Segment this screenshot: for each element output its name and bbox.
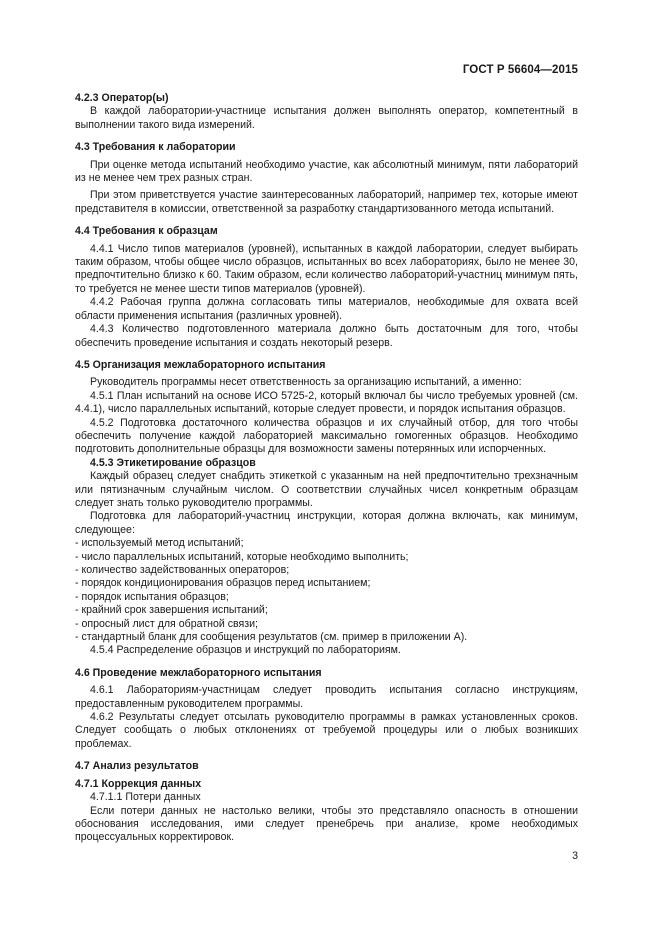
heading-4-5: 4.5 Организация межлабораторного испытания [75,358,326,371]
list-item: - порядок испытания образцов; [75,590,229,603]
document-id-header: ГОСТ Р 56604—2015 [462,64,578,76]
list-item: - крайний срок завершения испытаний; [75,604,268,617]
list-item: - опросный лист для обратной связи; [75,617,258,630]
paragraph: Руководитель программы несет ответственность за организацию испытаний, а именно: [90,376,522,389]
heading-4-7-1: 4.7.1 Коррекция данных [75,777,202,790]
paragraph: Подготовка для лабораторий-участниц инструкции, которая должна включать, как минимум, следующее: [75,510,578,536]
heading-4-6: 4.6 Проведение межлабораторного испытания [75,666,322,679]
instruction-list [75,537,578,644]
paragraph-4-4-1: 4.4.1 Число типов материалов (уровней), испытанных в каждой лаборатории, следует выбирать таким образом, чтобы общее число образцов, испытанных во всех лабораториях, было не менее 30, предпочтительно близко к 60. Таким образом, если количество лабораторий-участниц минимум пять, то требуется не менее шести типов материалов (уровней). [75,242,578,295]
page-content [75,92,578,845]
paragraph: Каждый образец следует снабдить этикеткой с указанным на ней предпочтительно трехзначным или пятизначным случайным числом. О соответствии случайных чисел конкретным образцам следует знать только руководителю программы. [75,470,578,509]
heading-4-2-3: 4.2.3 Оператор(ы) [75,92,169,104]
paragraph-4-6-2: 4.6.2 Результаты следует отсылать руководителю программы в рамках установленных сроков. Следует сообщать о любых отклонениях от требуемой процедуры или о любых возникших проблемах. [75,711,578,750]
paragraph-4-6-1: 4.6.1 Лабораториям-участницам следует проводить испытания согласно инструкциям, предоставленным руководителем программы. [75,684,578,710]
list-item: - используемый метод испытаний; [75,537,244,550]
heading-4-3: 4.3 Требования к лаборатории [75,141,236,154]
paragraph-4-4-3: 4.4.3 Количество подготовленного материала должно быть достаточным для того, чтобы обеспечить проведение испытания и создать некоторый резерв. [75,323,578,349]
paragraph: В каждой лаборатории-участнице испытания должен выполнять оператор, компетентный в выполнении такого вида измерений. [75,105,578,131]
paragraph-4-7-1-1: 4.7.1.1 Потери данных [90,791,201,804]
paragraph: При этом приветствуется участие заинтересованных лабораторий, например тех, которые имеют представителя в комиссии, ответственной за разработку стандартизованного метода испытаний. [75,189,578,215]
paragraph-4-5-4: 4.5.4 Распределение образцов и инструкций по лабораториям. [90,644,401,657]
paragraph: При оценке метода испытаний необходимо участие, как абсолютный минимум, пяти лабораторий из не менее чем трех разных стран. [75,158,578,185]
heading-4-7: 4.7 Анализ результатов [75,760,199,773]
list-item: - число параллельных испытаний, которые необходимо выполнить; [75,550,409,563]
heading-4-5-3: 4.5.3 Этикетирование образцов [90,456,256,469]
list-item: - порядок кондиционирования образцов перед испытанием; [75,577,371,590]
paragraph-4-5-1: 4.5.1 План испытаний на основе ИСО 5725-2, который включал бы число требуемых уровней (см. 4.4.1), число параллельных испытаний, которые следует провести, и порядок испытания образцов. [75,389,578,416]
list-item: - стандартный бланк для сообщения результатов (см. пример в приложении А). [75,631,468,644]
paragraph-4-5-2: 4.5.2 Подготовка достаточного количества образцов и их случайный отбор, для того чтобы обеспечить получение каждой лабораторией максимально гомогенных образцов. Необходимо подготовить дополнительные образцы для возможности замены потерянных или испорченных. [75,416,578,456]
page-number: 3 [572,850,578,862]
heading-4-4: 4.4 Требования к образцам [75,225,218,238]
paragraph-4-4-2: 4.4.2 Рабочая группа должна согласовать типы материалов, необходимые для охвата всей области применения испытания (различных уровней). [75,296,578,322]
paragraph: Если потери данных не настолько велики, чтобы это представляло опасность в отношении обоснования исследования, ими следует пренебречь при анализе, кроме необходимых процессуальных корректировок. [75,804,578,844]
list-item: - количество задействованных операторов; [75,564,290,576]
